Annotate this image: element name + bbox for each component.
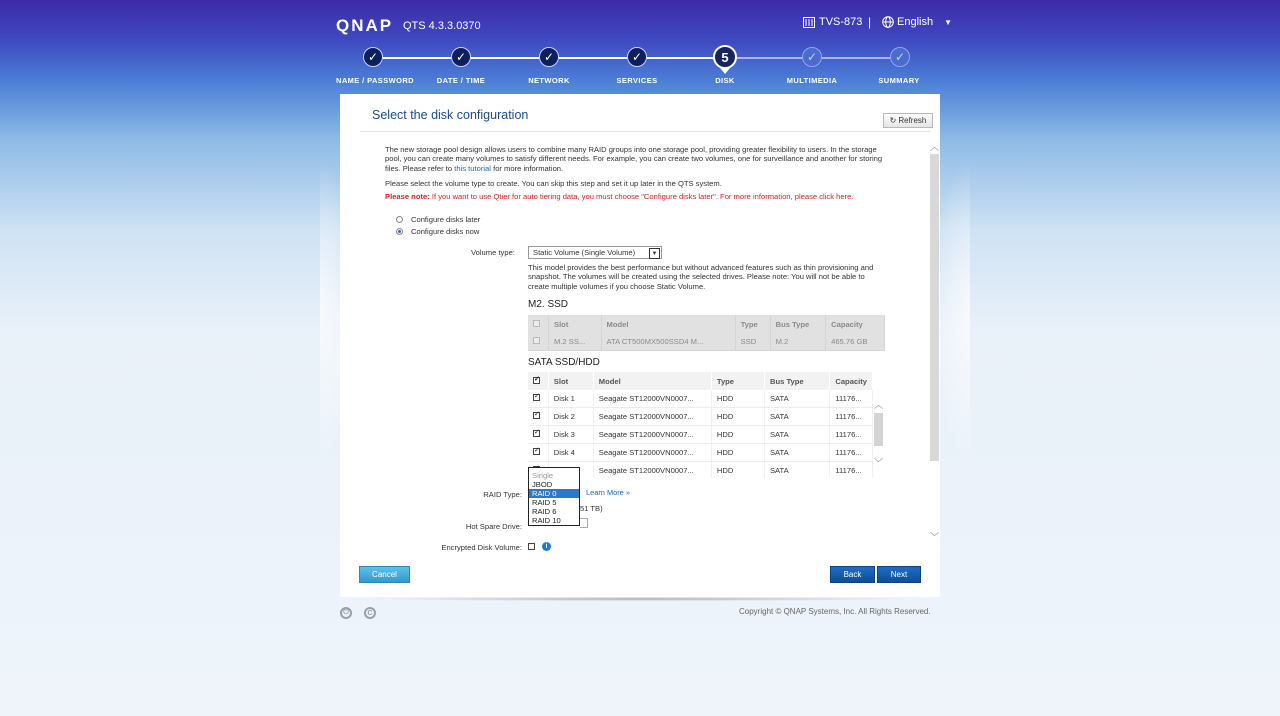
select-all-checkbox[interactable] bbox=[533, 320, 540, 327]
volume-type-label: Volume type: bbox=[471, 248, 515, 257]
row-checkbox[interactable] bbox=[533, 448, 540, 455]
column-header: Slot bbox=[548, 372, 593, 390]
wizard-panel bbox=[340, 94, 940, 597]
step-date-time: ✓ bbox=[451, 47, 471, 67]
nas-icon bbox=[803, 17, 815, 28]
qtier-note: Please note: If you want to use Qtier for auto tiering data, you must choose "Configure disks later". For more information, please click here. bbox=[385, 192, 854, 201]
hot-spare-select[interactable] bbox=[580, 518, 588, 528]
raid-type-label: RAID Type: bbox=[483, 490, 522, 499]
table-header-row bbox=[528, 315, 885, 333]
table-header-row bbox=[528, 372, 873, 390]
raid-option-raid10[interactable]: RAID 10 bbox=[532, 516, 561, 525]
m2-ssd-heading: M2. SSD bbox=[528, 299, 569, 310]
row-checkbox[interactable] bbox=[533, 412, 540, 419]
raid-type-dropdown[interactable] bbox=[528, 467, 580, 526]
raid-option-single: Single bbox=[532, 471, 554, 480]
refresh-label: Refresh bbox=[898, 116, 927, 125]
radio-button-selected[interactable] bbox=[396, 228, 403, 235]
scroll-up-icon[interactable]: ︿ bbox=[874, 400, 884, 410]
step-label-network: NETWORK bbox=[528, 76, 570, 85]
step-services: ✓ bbox=[627, 47, 647, 67]
row-checkbox[interactable] bbox=[533, 337, 540, 344]
column-header: Type bbox=[711, 372, 764, 390]
column-header: Bus Type bbox=[764, 372, 829, 390]
copyright-icon[interactable]: C bbox=[364, 607, 376, 619]
qnap-logo: QNAP bbox=[336, 16, 394, 35]
click-here-link[interactable]: click here. bbox=[819, 192, 854, 201]
scroll-down-icon[interactable]: ﹀ bbox=[874, 458, 884, 468]
header-separator: | bbox=[868, 15, 872, 29]
globe-icon bbox=[882, 16, 894, 28]
chevron-down-icon: ▼ bbox=[649, 248, 660, 259]
table-row[interactable]: ✓ Disk 2 Seagate ST12000VN0007... HDD SATA 11176... bbox=[528, 408, 873, 426]
table-row[interactable]: ✓ Disk 1 Seagate ST12000VN0007... HDD SATA 11176... bbox=[528, 390, 873, 408]
chevron-down-icon: ▼ bbox=[944, 17, 952, 27]
column-header: Model bbox=[601, 315, 735, 333]
title-divider bbox=[360, 131, 930, 132]
step-network: ✓ bbox=[539, 47, 559, 67]
language-selector[interactable] bbox=[882, 16, 952, 28]
intro-text: The new storage pool design allows users to combine many RAID groups into one storage pool, providing greater flexibility to users. In the storage pool, you can create many volumes to satisfy different needs. For example, you can create two volumes, one for surveillance and another for storing files. Please refer to this tutorial for more information. bbox=[385, 145, 883, 173]
select-all-checkbox[interactable] bbox=[533, 377, 540, 384]
step-name-password: ✓ bbox=[363, 47, 383, 67]
table-row[interactable]: M.2 SS... ATA CT500MX500SSD4 M... SSD M.2 465.76 GB bbox=[528, 333, 885, 351]
step-summary: ✓ bbox=[890, 47, 910, 67]
table-row[interactable]: ✓ Disk 4 Seagate ST12000VN0007... HDD SATA 11176... bbox=[528, 444, 873, 462]
column-header: Bus Type bbox=[770, 315, 826, 333]
learn-more-link[interactable]: Learn More » bbox=[586, 488, 630, 497]
raid-option-jbod[interactable]: JBOD bbox=[532, 480, 553, 489]
raid-option-raid6[interactable]: RAID 6 bbox=[532, 507, 557, 516]
device-info bbox=[803, 16, 862, 28]
panel-scrollbar-thumb[interactable] bbox=[930, 154, 939, 461]
encrypted-volume-checkbox[interactable] bbox=[528, 543, 535, 550]
column-header: Type bbox=[735, 315, 770, 333]
panel-shadow bbox=[365, 597, 915, 601]
cancel-button[interactable]: Cancel bbox=[359, 566, 410, 583]
language-label: English bbox=[897, 16, 934, 28]
scroll-down-icon[interactable]: ﹀ bbox=[930, 532, 940, 542]
table-row[interactable]: ✓ Seagate ST12000VN0007... HDD SATA 11176... bbox=[528, 462, 873, 479]
select-instructions: Please select the volume type to create. You can skip this step and set it up later in the QTS system. bbox=[385, 179, 722, 188]
column-header: Capacity bbox=[826, 315, 885, 333]
next-button[interactable]: Next bbox=[877, 566, 921, 583]
volume-type-select[interactable]: Static Volume (Single Volume) ▼ bbox=[528, 246, 662, 259]
scroll-up-icon[interactable]: ︿ bbox=[930, 142, 940, 152]
copyright-text: Copyright © QNAP Systems, Inc. All Rights Reserved. bbox=[739, 607, 931, 616]
encrypted-volume-label: Encrypted Disk Volume: bbox=[441, 543, 522, 552]
qts-version: QTS 4.3.3.0370 bbox=[403, 20, 481, 32]
sata-table-viewport[interactable] bbox=[528, 372, 885, 478]
raid-option-raid0[interactable]: RAID 0 bbox=[529, 489, 579, 498]
step-label-name-password: NAME / PASSWORD bbox=[336, 76, 414, 85]
info-icon[interactable]: i bbox=[542, 542, 551, 551]
radio-button[interactable] bbox=[396, 216, 403, 223]
capacity-fragment: 51 TB) bbox=[580, 504, 603, 513]
step-label-multimedia: MULTIMEDIA bbox=[786, 76, 838, 85]
radio-configure-later[interactable]: Configure disks later bbox=[396, 215, 480, 224]
column-header: Slot bbox=[549, 315, 602, 333]
column-header: Model bbox=[593, 372, 711, 390]
device-name: TVS-873 bbox=[819, 16, 863, 28]
hot-spare-label: Hot Spare Drive: bbox=[465, 522, 522, 531]
radio-configure-now[interactable]: Configure disks now bbox=[396, 227, 479, 236]
back-button[interactable]: Back bbox=[830, 566, 875, 583]
row-checkbox[interactable] bbox=[533, 430, 540, 437]
step-disk: 5 bbox=[713, 45, 737, 69]
step-label-services: SERVICES bbox=[616, 76, 658, 85]
power-icon[interactable]: ⏻ bbox=[340, 607, 352, 619]
volume-type-description: This model provides the best performance but without advanced features such as thin provisioning and snapshot. The volumes will be created using the selected drives. Please note: You will not be able to create multiple volumes if you choose Static Volume. bbox=[528, 263, 874, 291]
m2-ssd-table bbox=[528, 315, 885, 351]
refresh-button[interactable] bbox=[883, 113, 933, 128]
column-header: Capacity bbox=[830, 372, 873, 390]
refresh-icon: ↻ bbox=[889, 116, 897, 125]
step-label-disk: DISK bbox=[715, 76, 735, 85]
table-row[interactable]: ✓ Disk 3 Seagate ST12000VN0007... HDD SATA 11176... bbox=[528, 426, 873, 444]
step-multimedia: ✓ bbox=[802, 47, 822, 67]
tutorial-link[interactable]: this tutorial bbox=[454, 163, 491, 173]
step-label-date-time: DATE / TIME bbox=[436, 76, 486, 85]
page-title: Select the disk configuration bbox=[372, 108, 529, 122]
sata-table-scrollbar-thumb[interactable] bbox=[874, 413, 883, 446]
row-checkbox[interactable] bbox=[533, 394, 540, 401]
sata-table bbox=[528, 372, 873, 478]
step-label-summary: SUMMARY bbox=[878, 76, 920, 85]
raid-option-raid5[interactable]: RAID 5 bbox=[532, 498, 557, 507]
sata-heading: SATA SSD/HDD bbox=[528, 357, 600, 368]
